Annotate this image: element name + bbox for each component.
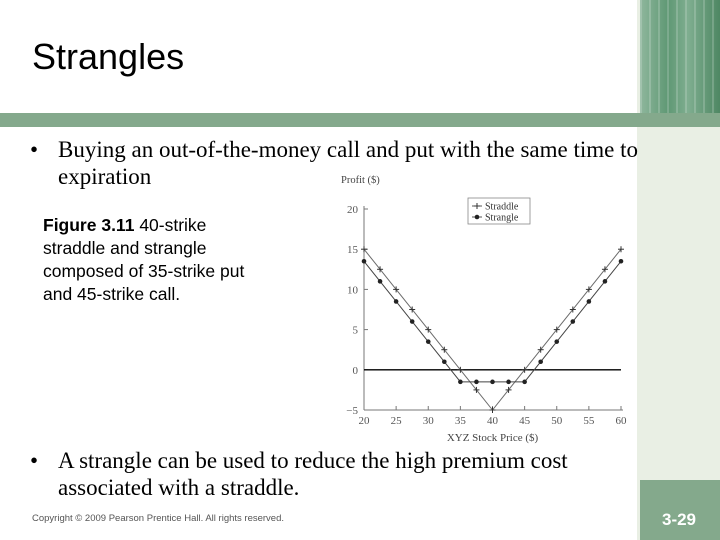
marker-strangle [506, 380, 511, 385]
y-tick-label: 20 [347, 204, 358, 216]
x-tick-label: 30 [422, 415, 434, 427]
marker-strangle [522, 380, 527, 385]
y-tick-label: 15 [347, 244, 358, 257]
bullet-marker: • [30, 137, 39, 162]
y-tick-label: −5 [346, 405, 358, 417]
slide-title: Strangles [32, 36, 185, 77]
x-tick-label: 50 [551, 415, 563, 427]
title-band [0, 113, 720, 127]
copyright-text: Copyright © 2009 Pearson Prentice Hall. All rights reserved. [32, 513, 285, 524]
page-number: 3-29 [661, 510, 697, 529]
y-axis-label: Profit ($) [341, 175, 380, 186]
legend-label-strangle: Strangle [485, 212, 519, 224]
page-number-box [640, 480, 720, 540]
y-tick-label: 0 [352, 364, 358, 377]
marker-strangle [474, 380, 479, 385]
marker-strangle [362, 259, 367, 264]
marker-strangle [554, 339, 559, 344]
payoff-chart [335, 170, 640, 445]
x-tick-label: 55 [583, 415, 595, 427]
marker-strangle [587, 299, 592, 304]
marker-strangle [571, 319, 576, 324]
marker-legend-strangle [475, 215, 480, 220]
marker-strangle [378, 279, 383, 284]
figure-caption-text: 40-strike straddle and strangle composed of 35-strike put and 45-strike call. [43, 215, 245, 304]
y-tick-label: 5 [352, 324, 358, 337]
marker-strangle [538, 359, 543, 364]
marker-strangle [619, 259, 624, 264]
x-tick-label: 60 [615, 415, 627, 427]
series-line-straddle [364, 249, 621, 410]
x-tick-label: 20 [358, 415, 370, 427]
x-tick-label: 25 [390, 415, 402, 427]
bullet-marker: • [30, 448, 39, 473]
decorative-image [640, 0, 720, 113]
marker-strangle [410, 319, 415, 324]
marker-strangle [394, 299, 399, 304]
figure-caption [43, 214, 273, 306]
x-tick-label: 40 [487, 415, 498, 427]
marker-strangle [490, 380, 495, 385]
bullet-2-text: A strangle can be used to reduce the high premium cost associated with a straddle. [58, 448, 568, 500]
legend-label-straddle: Straddle [485, 201, 519, 213]
marker-strangle [458, 380, 463, 385]
x-tick-label: 35 [454, 415, 466, 427]
x-tick-label: 45 [519, 415, 531, 427]
figure-label: Figure 3.11 [43, 215, 135, 235]
marker-strangle [603, 279, 608, 284]
x-axis-label: XYZ Stock Price ($) [446, 432, 539, 444]
series-line-strangle [364, 261, 621, 382]
marker-strangle [426, 339, 431, 344]
bullet-1-text: Buying an out-of-the-money call and put with the same time to expiration [58, 137, 638, 189]
marker-strangle [442, 359, 447, 364]
y-tick-label: 10 [347, 284, 358, 297]
